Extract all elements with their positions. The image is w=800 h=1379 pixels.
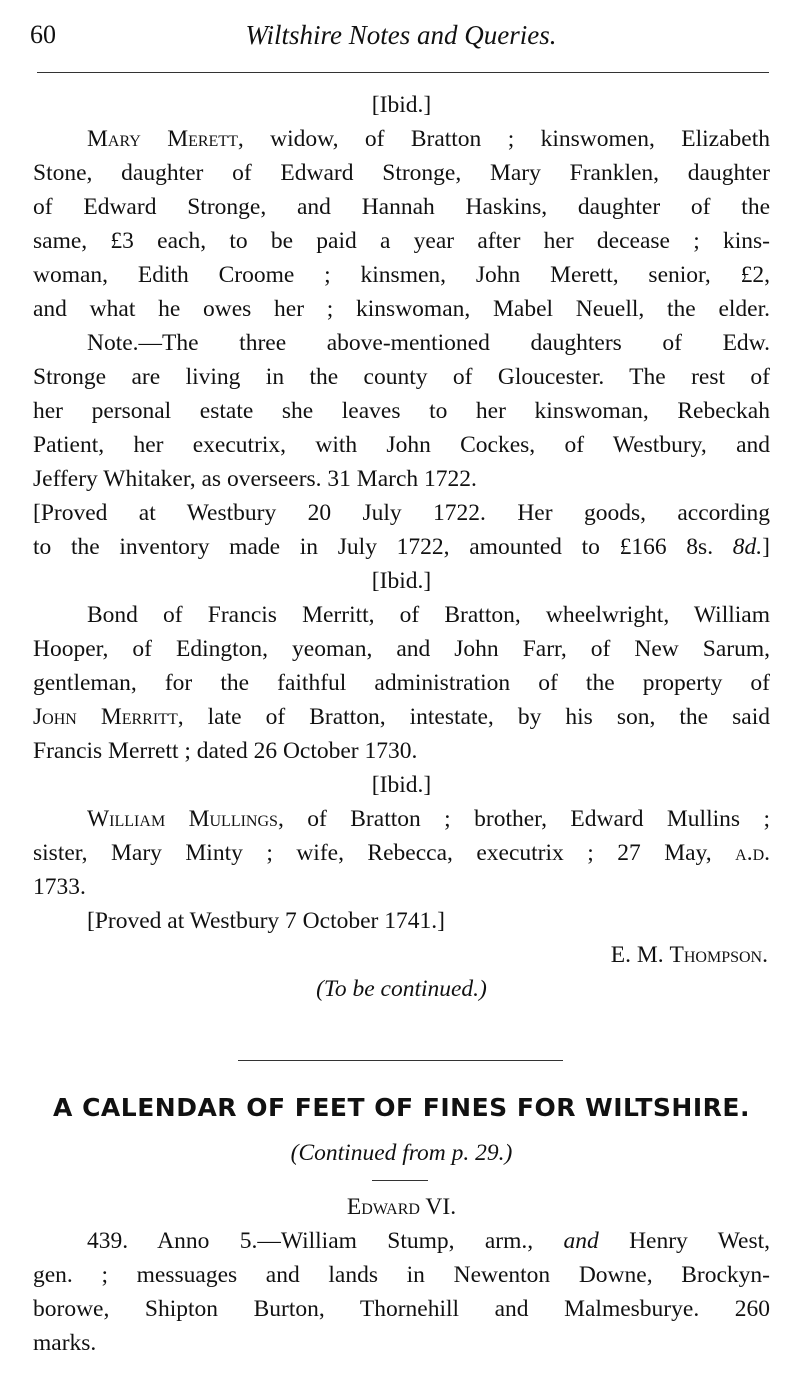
section-subtitle: (Continued from p. 29.) — [290, 1140, 513, 1166]
subtitle-rule — [372, 1180, 428, 1181]
ibid-heading: [Ibid.] — [371, 92, 432, 118]
text-line: Francis Merrett ; dated 26 October 1730. — [33, 738, 418, 764]
running-title: Wiltshire Notes and Queries. — [245, 20, 557, 50]
ibid-heading: [Ibid.] — [371, 568, 432, 594]
wills-section — [33, 88, 770, 1006]
text-line: her personal estate she leaves to her kinswoman, Rebeckah — [33, 398, 770, 424]
text-line: borowe, Shipton Burton, Thornehill and Malmesburye. 260 — [33, 1296, 770, 1322]
text-line: and what he owes her ; kinswoman, Mabel Neuell, the elder. — [33, 296, 770, 322]
text-line: to the inventory made in July 1722, amounted to £166 8s. 8d.] — [33, 534, 770, 560]
text-line: Patient, her executrix, with John Cockes, of Westbury, and — [33, 432, 770, 458]
text-line: Hooper, of Edington, yeoman, and John Farr, of New Sarum, — [33, 636, 770, 662]
text-line: Bond of Francis Merritt, of Bratton, wheelwright, William — [87, 602, 770, 628]
text-line: 1733. — [33, 874, 86, 900]
text-line: gen. ; messuages and lands in Newenton Downe, Brockyn- — [33, 1262, 770, 1288]
section-divider — [238, 1060, 563, 1061]
text-line: gentleman, for the faithful administration of the property of — [33, 670, 770, 696]
text-line: [Proved at Westbury 7 October 1741.] — [87, 908, 445, 934]
ibid-heading: [Ibid.] — [371, 772, 432, 798]
calendar-section — [33, 1190, 770, 1360]
text-line: sister, Mary Minty ; wife, Rebecca, executrix ; 27 May, a.d. — [33, 840, 771, 866]
text-line: John Merritt, late of Bratton, intestate, by his son, the said — [33, 704, 770, 730]
text-line: woman, Edith Croome ; kinsmen, John Merett, senior, £2, — [33, 262, 770, 288]
continued-note: (To be continued.) — [316, 976, 487, 1002]
page-header — [30, 14, 772, 54]
testator-name: William Mullings — [87, 806, 278, 832]
text-line: Stone, daughter of Edward Stronge, Mary Franklen, daughter — [33, 160, 770, 186]
text-line: 439. Anno 5.—William Stump, arm., and Henry West, — [87, 1228, 770, 1254]
text-line: Note.—The three above-mentioned daughters of Edw. — [87, 330, 770, 356]
text-line: same, £3 each, to be paid a year after her decease ; kins- — [33, 228, 770, 254]
text-line: marks. — [33, 1330, 97, 1356]
testator-name: John Merritt — [33, 704, 178, 730]
text-line: William Mullings, of Bratton ; brother, Edward Mullins ; — [87, 806, 770, 832]
text-line: [Proved at Westbury 20 July 1722. Her goods, according — [33, 500, 770, 526]
page-number: 60 — [30, 20, 56, 49]
reign-heading: Edward VI. — [346, 1194, 457, 1220]
section-title: A CALENDAR OF FEET OF FINES FOR WILTSHIRE. — [53, 1093, 750, 1122]
text-line: of Edward Stronge, and Hannah Haskins, daughter of the — [33, 194, 770, 220]
author-signature: E. M. Thompson. — [610, 942, 768, 968]
header-rule — [37, 72, 769, 73]
text-line: Mary Merett, widow, of Bratton ; kinswomen, Elizabeth — [87, 126, 770, 152]
text-line: Jeffery Whitaker, as overseers. 31 March 1722. — [33, 466, 477, 492]
text-line: Stronge are living in the county of Gloucester. The rest of — [33, 364, 770, 390]
testator-name: Mary Merett — [87, 126, 238, 152]
